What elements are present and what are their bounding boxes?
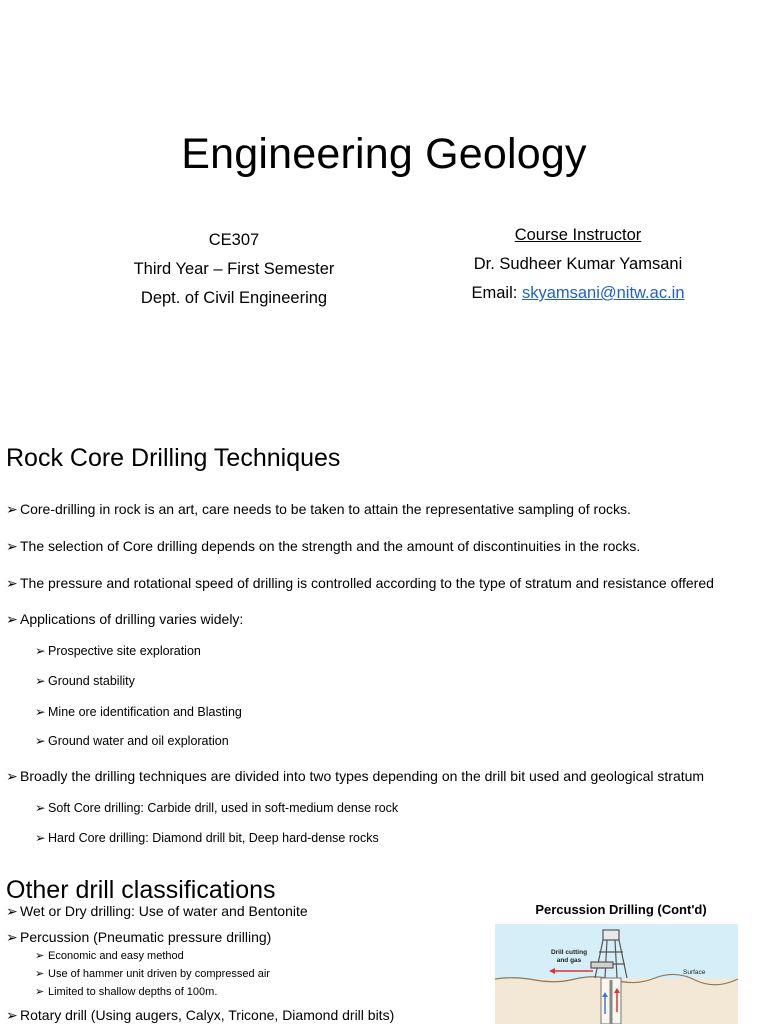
bullet-text: Economic and easy method (48, 950, 184, 962)
bullet-text: Ground stability (48, 674, 135, 688)
bullet-text: Use of hammer unit driven by compressed air (48, 968, 270, 980)
email-link[interactable]: skyamsani@nitw.ac.in (521, 284, 685, 302)
arrow-bullet-icon: ➢ (6, 929, 18, 945)
bullet-item (6, 768, 704, 785)
bullet-text: Ground water and oil exploration (48, 734, 229, 748)
bullet-text: Limited to shallow depths of 100m. (48, 986, 218, 998)
sub-bullet-item (35, 949, 184, 962)
instructor-name: Dr. Sudheer Kumar Yamsani (473, 255, 683, 273)
bullet-text: Percussion (Pneumatic pressure drilling) (20, 929, 272, 945)
course-info (100, 226, 368, 313)
bullet-item (6, 575, 714, 592)
bullet-item (6, 538, 640, 555)
course-department: Dept. of Civil Engineering (140, 289, 328, 307)
course-code: CE307 (208, 231, 260, 249)
sub-bullet-item (35, 985, 217, 998)
arrow-bullet-icon: ➢ (35, 801, 46, 815)
figure-title: Percussion Drilling (Cont'd) (535, 902, 707, 917)
arrow-bullet-icon: ➢ (6, 1007, 18, 1023)
drill-rig-illustration (495, 924, 738, 1024)
bullet-text: Prospective site exploration (48, 644, 201, 658)
email-label: Email: (471, 284, 522, 302)
bullet-text: Broadly the drilling techniques are divided into two types depending on the drill bit used and geological stratum (20, 768, 705, 784)
instructor-heading: Course Instructor (514, 226, 642, 244)
bullet-item (6, 929, 271, 946)
arrow-bullet-icon: ➢ (6, 903, 18, 919)
arrow-bullet-icon: ➢ (35, 674, 46, 688)
arrow-bullet-icon: ➢ (6, 575, 18, 591)
bullet-item (6, 1007, 394, 1024)
bullet-text: Wet or Dry drilling: Use of water and Bentonite (20, 903, 308, 919)
sub-bullet-item (35, 704, 242, 719)
bullet-text: Rotary drill (Using augers, Calyx, Tricone, Diamond drill bits) (20, 1007, 395, 1023)
bullet-item (6, 903, 308, 920)
sub-bullet-item (35, 800, 398, 815)
bullet-item (6, 501, 631, 518)
bullet-text: Core-drilling in rock is an art, care needs to be taken to attain the representative sampling of rocks. (20, 501, 631, 517)
arrow-bullet-icon: ➢ (35, 644, 46, 658)
arrow-bullet-icon: ➢ (35, 831, 46, 845)
sub-bullet-item (35, 733, 229, 748)
sub-bullet-item (35, 643, 201, 658)
label-drill-cutting: Drill cutting (550, 949, 588, 956)
bullet-text: Mine ore identification and Blasting (48, 705, 242, 719)
section-title-drill-classifications: Other drill classifications (6, 876, 276, 904)
arrow-bullet-icon: ➢ (6, 768, 18, 784)
arrow-bullet-icon: ➢ (6, 501, 18, 517)
slide-title: Engineering Geology (181, 130, 587, 178)
sub-bullet-item (35, 967, 270, 980)
arrow-bullet-icon: ➢ (35, 950, 45, 962)
arrow-bullet-icon: ➢ (6, 538, 18, 554)
label-and-gas: and gas (556, 957, 582, 964)
section-title-core-drilling: Rock Core Drilling Techniques (6, 444, 341, 472)
course-semester: Third Year – First Semester (133, 260, 335, 278)
bullet-text: Soft Core drilling: Carbide drill, used in soft-medium dense rock (48, 801, 399, 815)
arrow-bullet-icon: ➢ (35, 968, 45, 980)
bullet-text: Hard Core drilling: Diamond drill bit, Deep hard-dense rocks (48, 831, 379, 845)
label-surface: Surface (683, 969, 706, 976)
arrow-bullet-icon: ➢ (35, 734, 46, 748)
arrow-bullet-icon: ➢ (6, 611, 18, 627)
bullet-text: The pressure and rotational speed of drilling is controlled according to the type of stratum and resistance offered (20, 575, 714, 591)
bullet-text: The selection of Core drilling depends on the strength and the amount of discontinuities in the rocks. (20, 538, 641, 554)
instructor-email-line (440, 279, 716, 308)
sub-bullet-item (35, 673, 135, 688)
instructor-info (440, 221, 716, 308)
bullet-item (6, 611, 243, 628)
percussion-drilling-figure (495, 924, 738, 1024)
arrow-bullet-icon: ➢ (35, 705, 46, 719)
bullet-text: Applications of drilling varies widely: (20, 611, 244, 627)
sub-bullet-item (35, 830, 379, 845)
arrow-bullet-icon: ➢ (35, 986, 45, 998)
